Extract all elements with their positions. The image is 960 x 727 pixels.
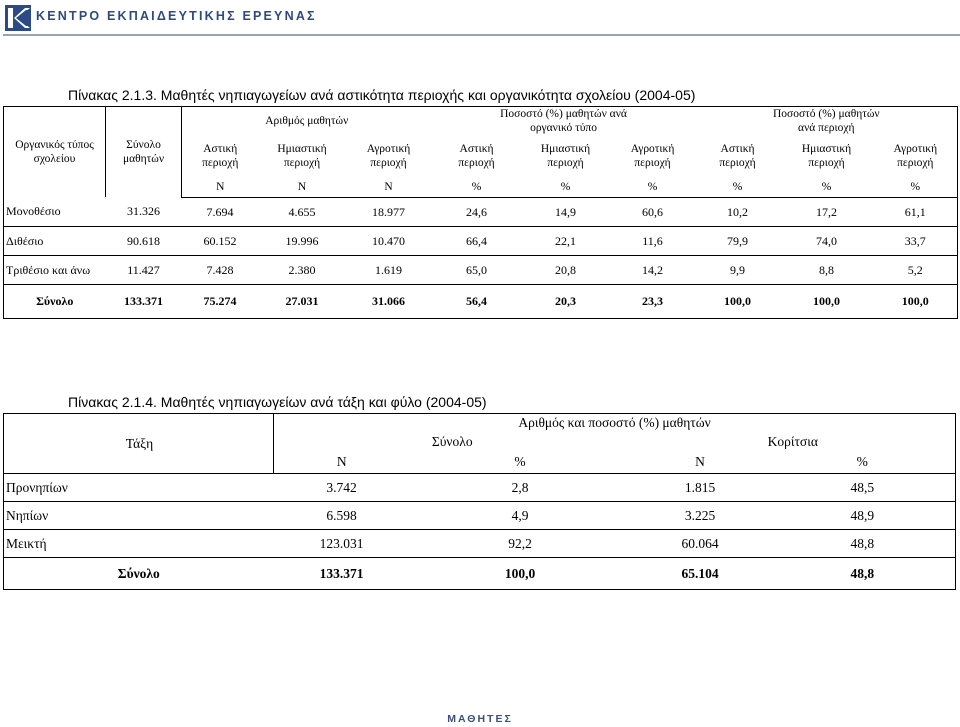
table-total-row (4, 284, 958, 318)
value-cell: 2.380 (259, 255, 346, 284)
sub-header-semi-urban: Ημιαστική περιοχή (277, 143, 327, 169)
row-label: Προνηπίων (4, 474, 274, 502)
total-cell: 100,0 (874, 284, 958, 318)
page-header (0, 0, 960, 40)
value-cell: 9,9 (696, 255, 780, 284)
table1-caption (68, 87, 695, 103)
unit-cell: N (259, 177, 346, 197)
value-cell: 11.427 (106, 255, 182, 284)
total-cell: 20,3 (522, 284, 610, 318)
value-cell: 18.977 (372, 204, 406, 219)
sub-header-rural: Αγροτική περιοχή (366, 143, 411, 169)
value-cell: 22,1 (522, 226, 610, 255)
table-row (4, 530, 956, 558)
table1-caption-text: Μαθητές νηπιαγωγείων ανά αστικότητα περιοχής και οργανικότητα σχολείου (2004-05) (160, 87, 696, 103)
total-cell: 23,3 (610, 284, 696, 318)
unit-cell: % (432, 177, 522, 197)
value-cell: 48,9 (770, 502, 956, 530)
unit-cell: N (346, 177, 432, 197)
value-cell: 3.225 (631, 502, 770, 530)
value-cell: 123.031 (274, 530, 410, 558)
value-cell: 14,2 (610, 255, 696, 284)
value-cell: 60.152 (182, 226, 259, 255)
group-header-counts: Αριθμός μαθητών (265, 115, 349, 127)
row-label: Νηπίων (4, 502, 274, 530)
total-cell: 133.371 (106, 284, 182, 318)
total-cell: 56,4 (432, 284, 522, 318)
value-cell: 4.655 (288, 204, 316, 219)
value-cell: 10,2 (727, 204, 749, 219)
value-cell: 66,4 (432, 226, 522, 255)
table2-caption-text: Μαθητές νηπιαγωγείων ανά τάξη και φύλο (2004-05) (160, 394, 487, 410)
total-cell: 75.274 (182, 284, 259, 318)
value-cell: 3.742 (274, 474, 410, 502)
header-title: ΚΕΝΤΡΟ ΕΚΠΑΙΔΕΥΤΙΚΗΣ ΕΡΕΥΝΑΣ (36, 9, 317, 23)
table-total-row (4, 558, 956, 590)
table-row (4, 474, 956, 502)
unit-cell: % (856, 454, 868, 470)
value-cell: 4,9 (410, 502, 631, 530)
total-cell: 65.104 (631, 558, 770, 590)
total-cell: 31.066 (346, 284, 432, 318)
table2-caption-label: Πίνακας 2.1.4. (68, 394, 157, 410)
table1-caption-label: Πίνακας 2.1.3. (68, 87, 157, 103)
sub-header-girls: Κορίτσια (767, 434, 818, 449)
value-cell: 65,0 (432, 255, 522, 284)
value-cell: 33,7 (874, 226, 958, 255)
value-cell: 74,0 (780, 226, 874, 255)
row-label-total: Σύνολο (4, 284, 106, 318)
kee-logo-icon (5, 5, 31, 31)
table2-caption (68, 394, 487, 410)
sub-header-urban: Αστική περιοχή (719, 143, 756, 169)
table-row (4, 255, 958, 284)
col-header-total: Σύνολο μαθητών (106, 107, 182, 198)
value-cell: 24,6 (466, 204, 488, 219)
table-students-by-area (3, 106, 958, 319)
value-cell: 20,8 (522, 255, 610, 284)
table-row (4, 197, 958, 226)
unit-cell: % (522, 177, 610, 197)
unit-cell: % (696, 177, 780, 197)
group-header-pct-org: Ποσοστό (%) μαθητών ανά οργανικό τύπο (500, 108, 627, 134)
group-header-count-pct: Αριθμός και ποσοστό (%) μαθητών (518, 415, 711, 431)
value-cell: 31.326 (127, 204, 160, 219)
value-cell: 8,8 (780, 255, 874, 284)
value-cell: 79,9 (696, 226, 780, 255)
total-cell: 100,0 (410, 558, 631, 590)
value-cell: 92,2 (410, 530, 631, 558)
row-label: Μεικτή (4, 530, 274, 558)
value-cell: 11,6 (610, 226, 696, 255)
sub-header-rural: Αγροτική περιοχή (893, 143, 938, 169)
unit-cell: % (780, 177, 874, 197)
value-cell: 1.619 (346, 255, 432, 284)
value-cell: 48,8 (770, 530, 956, 558)
value-cell: 7.428 (182, 255, 259, 284)
row-label: Διθέσιο (4, 226, 106, 255)
value-cell: 14,9 (555, 204, 577, 219)
value-cell: 5,2 (874, 255, 958, 284)
table-row (4, 226, 958, 255)
page-footer: ΜΑΘΗΤΕΣ (447, 713, 513, 725)
value-cell: 61,1 (904, 204, 926, 219)
group-header-pct-area: Ποσοστό (%) μαθητών ανά περιοχή (772, 108, 880, 134)
value-cell: 2,8 (410, 474, 631, 502)
sub-header-urban: Αστική περιοχή (458, 143, 495, 169)
header-divider (3, 34, 960, 36)
value-cell: 90.618 (106, 226, 182, 255)
value-cell: 48,5 (770, 474, 956, 502)
unit-cell: N (336, 454, 347, 470)
sub-header-total: Σύνολο (431, 434, 473, 449)
unit-cell: % (874, 177, 958, 197)
unit-cell: % (610, 177, 696, 197)
table-students-by-class (3, 413, 956, 590)
total-cell: 27.031 (259, 284, 346, 318)
value-cell: 60,6 (642, 204, 664, 219)
value-cell: 17,2 (816, 204, 838, 219)
col-header-org-type: Οργανικός τύπος σχολείου (4, 107, 106, 198)
sub-header-semi-urban: Ημιαστική περιοχή (540, 143, 591, 169)
col-header-class: Τάξη (4, 414, 274, 474)
total-cell: 100,0 (696, 284, 780, 318)
sub-header-semi-urban: Ημιαστική περιοχή (801, 143, 852, 169)
unit-cell: N (695, 454, 705, 470)
table-row (4, 502, 956, 530)
value-cell: 1.815 (631, 474, 770, 502)
total-cell: 48,8 (770, 558, 956, 590)
sub-header-rural: Αγροτική περιοχή (630, 143, 675, 169)
value-cell: 10.470 (346, 226, 432, 255)
unit-cell: % (514, 454, 526, 470)
row-label: Τριθέσιο και άνω (4, 255, 106, 284)
row-label-total: Σύνολο (4, 558, 274, 590)
total-cell: 100,0 (780, 284, 874, 318)
unit-cell: N (182, 177, 259, 197)
value-cell: 19.996 (259, 226, 346, 255)
value-cell: 60.064 (631, 530, 770, 558)
sub-header-urban: Αστική περιοχή (202, 143, 239, 169)
value-cell: 6.598 (274, 502, 410, 530)
row-label: Μονοθέσιο (6, 204, 61, 219)
total-cell: 133.371 (274, 558, 410, 590)
value-cell: 7.694 (206, 204, 234, 219)
